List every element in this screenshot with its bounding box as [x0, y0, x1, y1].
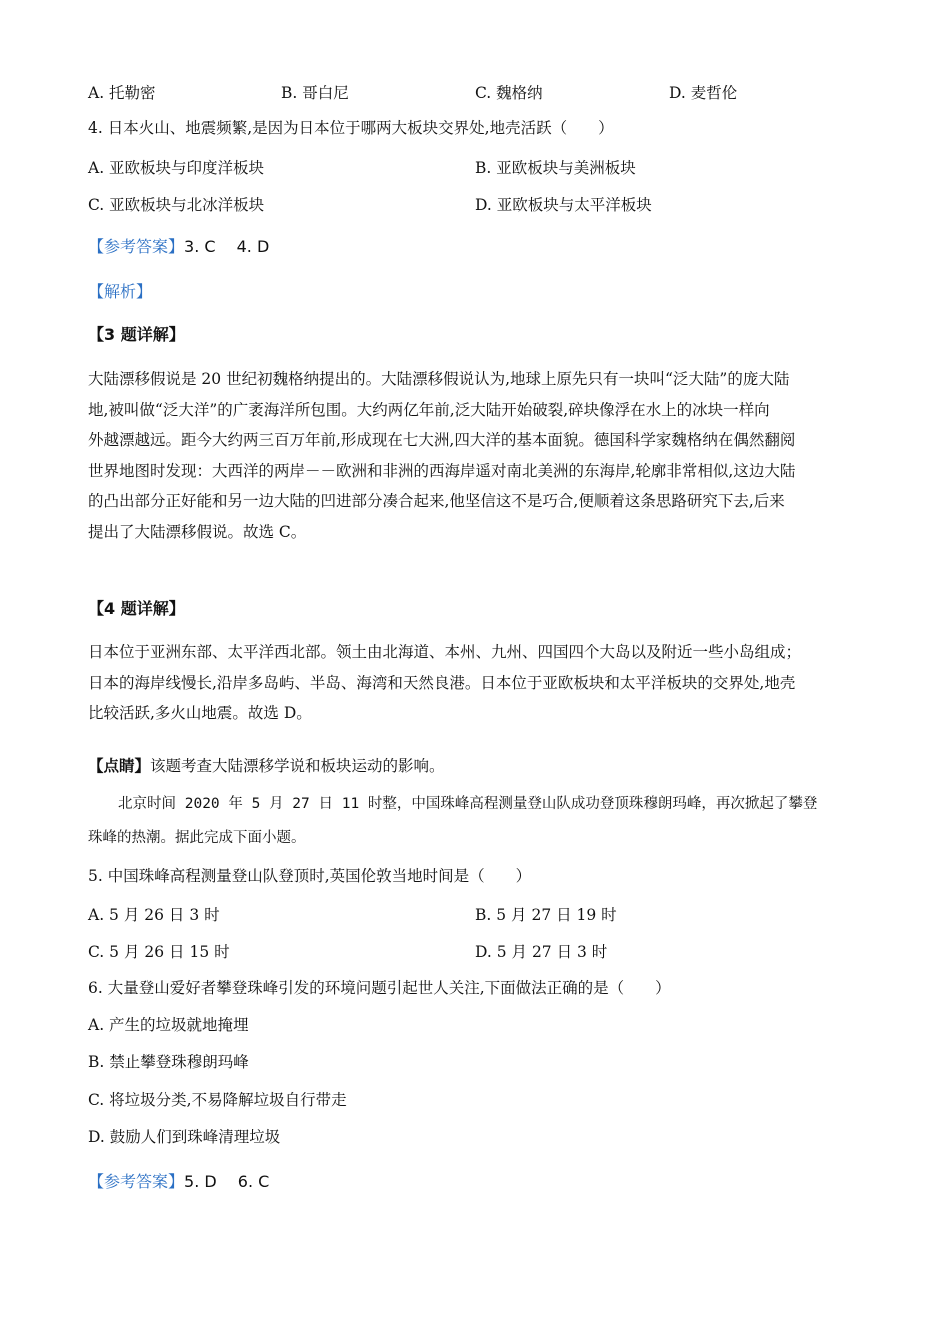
q5-option-b: B. 5 月 27 日 19 时 — [475, 906, 617, 924]
detail-4-line: 日本的海岸线慢长,沿岸多岛屿、半岛、海湾和天然良港。日本位于亚欧板块和太平洋板块的交界处,地壳 — [88, 673, 796, 692]
q5-stem: 5. 中国珠峰高程测量登山队登顶时,英国伦敦当地时间是（ ） — [88, 867, 532, 885]
q6-option-b: B. 禁止攀登珠穆朗玛峰 — [88, 1053, 249, 1071]
detail-3-line: 大陆漂移假说是 20 世纪初魏格纳提出的。大陆漂移假说认为,地球上原先只有一块叫“泛大陆”的庞大陆 — [88, 370, 790, 388]
passage-line: 北京时间 2020 年 5 月 27 日 11 时整，中国珠峰高程测量登山队成功登顶珠穆朗玛峰，再次掀起了攀登 — [118, 796, 818, 812]
detail-3-body — [88, 364, 863, 547]
q4-option-d: D. 亚欧板块与太平洋板块 — [475, 196, 652, 214]
detail-3-line: 的凸出部分正好能和另一边大陆的凹进部分凑合起来,他坚信这不是巧合,便顺着这条思路研究下去,后来 — [88, 492, 785, 510]
q5-option-a: A. 5 月 26 日 3 时 — [88, 906, 220, 924]
detail-4-line: 比较活跃,多火山地震。故选 D。 — [88, 704, 312, 722]
q6-option-d: D. 鼓励人们到珠峰清理垃圾 — [88, 1128, 281, 1146]
detail-3-line: 地,被叫做“泛大洋”的广袤海洋所包围。大约两亿年前,泛大陆开始破裂,碎块像浮在水上的冰块一样向 — [88, 400, 770, 419]
answer-3-4 — [88, 237, 269, 257]
answer-label: 【参考答案】 — [88, 237, 185, 256]
analysis-label: 【解析】 — [88, 282, 153, 301]
answer-5-6 — [88, 1172, 269, 1192]
q4-option-a: A. 亚欧板块与印度洋板块 — [88, 159, 265, 177]
detail-4-heading: 【4 题详解】 — [88, 599, 185, 618]
q6-option-c: C. 将垃圾分类,不易降解垃圾自行带走 — [88, 1091, 347, 1109]
q3-option-b: B. 哥白尼 — [281, 84, 349, 102]
q6-option-a: A. 产生的垃圾就地掩埋 — [88, 1016, 249, 1034]
q3-option-c: C. 魏格纳 — [475, 84, 543, 102]
detail-4-line: 日本位于亚洲东部、太平洋西北部。领土由北海道、本州、九州、四国四个大岛以及附近一些小岛组成； — [88, 643, 802, 661]
comment-label: 【点睛】 — [88, 756, 151, 775]
passage — [88, 787, 863, 855]
q5-option-c: C. 5 月 26 日 15 时 — [88, 943, 230, 961]
q6-stem: 6. 大量登山爱好者攀登珠峰引发的环境问题引起世人关注,下面做法正确的是（ ） — [88, 979, 671, 997]
q5-option-d: D. 5 月 27 日 3 时 — [475, 943, 608, 961]
detail-3-line: 提出了大陆漂移假说。故选 C。 — [88, 522, 307, 541]
q3-option-d: D. 麦哲伦 — [669, 84, 738, 102]
detail-4-body — [88, 637, 863, 729]
answer-value: 5. D 6. C — [184, 1172, 270, 1191]
comment — [88, 756, 445, 776]
q3-option-a: A. 托勒密 — [88, 84, 156, 102]
answer-value: 3. C 4. D — [184, 237, 270, 256]
q4-option-c: C. 亚欧板块与北冰洋板块 — [88, 196, 265, 214]
detail-3-line: 外越漂越远。距今大约两三百万年前,形成现在七大洲,四大洋的基本面貌。德国科学家魏格纳在偶然翻阅 — [88, 431, 796, 449]
detail-3-heading: 【3 题详解】 — [88, 325, 185, 344]
answer-label: 【参考答案】 — [88, 1172, 185, 1191]
q4-option-b: B. 亚欧板块与美洲板块 — [475, 159, 636, 177]
passage-line: 珠峰的热潮。据此完成下面小题。 — [88, 830, 306, 846]
comment-text: 该题考查大陆漂移学说和板块运动的影响。 — [150, 757, 445, 775]
q4-stem: 4. 日本火山、地震频繁,是因为日本位于哪两大板块交界处,地壳活跃（ ） — [88, 119, 614, 137]
detail-3-line: 世界地图时发现：大西洋的两岸－－欧洲和非洲的西海岸遥对南北美洲的东海岸,轮廓非常相似,这边大陆 — [88, 461, 796, 480]
